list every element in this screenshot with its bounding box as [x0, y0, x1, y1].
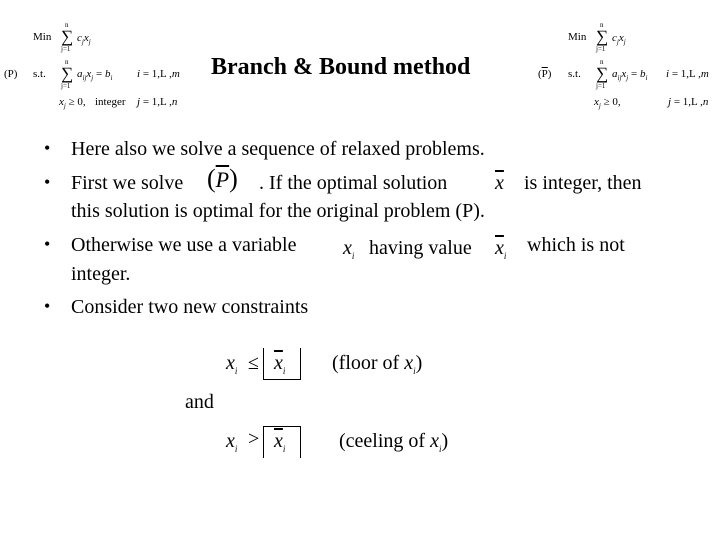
ceil-lhs: $x_i$: [226, 430, 238, 454]
floor-xbar-i: $\overline{x}_i$: [274, 352, 286, 376]
optimal-solution-xbar: $\overline{x}$: [495, 172, 504, 194]
problem-label: (P): [4, 68, 18, 80]
nonneg: $x_j \ge 0$,: [594, 96, 621, 111]
bullet-3-text-a: Otherwise we use a variable: [71, 234, 297, 256]
integer-label: integer: [95, 96, 126, 108]
bullet-2-text-b: . If the optimal solution: [259, 172, 448, 194]
problem-label-bar: $(\overline{P})$: [538, 68, 552, 80]
gt-symbol: >: [248, 428, 260, 450]
bullet-3-text-b: having value: [369, 237, 472, 259]
floor-note: (floor of $x_i$): [332, 352, 423, 376]
sigma-symbol: ∑: [596, 64, 609, 83]
bullet-1-text: Here also we solve a sequence of relaxed problems.: [71, 138, 485, 160]
page-title: Branch & Bound method: [211, 54, 471, 80]
sigma-top: n: [65, 21, 69, 29]
value-xbar-i: $\overline{x}_i$: [495, 237, 507, 261]
bullet-2-line-2: this solution is optimal for the original problem (P).: [71, 200, 485, 222]
sigma-bottom: j=1: [596, 82, 606, 90]
ceil-xbar-i: $\overline{x}_i$: [274, 430, 286, 454]
sigma-top: n: [65, 58, 69, 66]
sigma-symbol: ∑: [61, 64, 74, 83]
floor-lhs: $x_i$: [226, 352, 238, 376]
integer-index: j = 1,L ,n: [137, 96, 178, 108]
bullet-2-text-c: is integer, then: [524, 172, 642, 194]
sigma-symbol: ∑: [61, 27, 74, 46]
constraint-index: i = 1,L ,m: [137, 68, 180, 80]
sigma-top: n: [600, 58, 604, 66]
sigma-bottom: j=1: [61, 45, 71, 53]
bullet-3-text-c: which is not: [527, 234, 625, 256]
st-label: s.t.: [568, 68, 581, 80]
bullet-marker: •: [44, 296, 51, 316]
min-label: Min: [568, 31, 587, 43]
integer-index: j = 1,L ,n: [668, 96, 709, 108]
bullet-4-text: Consider two new constraints: [71, 296, 309, 318]
nonneg: $x_j \ge 0$,: [59, 96, 86, 111]
sigma-top: n: [600, 21, 604, 29]
constraint: $a_{ij}x_j = b_i$: [612, 68, 648, 83]
sigma-bottom: j=1: [61, 82, 71, 90]
objective: $c_jx_j$: [77, 32, 91, 47]
bullet-marker: •: [44, 138, 51, 158]
sigma-symbol: ∑: [596, 27, 609, 46]
leq-symbol: ≤: [248, 352, 259, 374]
bullet-marker: •: [44, 172, 51, 192]
min-label: Min: [33, 31, 52, 43]
relaxed-problem-symbol: $(\overline{P})$: [207, 164, 238, 193]
ceil-note: (ceeling of $x_i$): [339, 430, 449, 454]
bullet-marker: •: [44, 234, 51, 254]
objective: $c_jx_j$: [612, 32, 626, 47]
bullet-2-text-a: First we solve: [71, 172, 184, 194]
variable-xi: $x_i$: [343, 237, 355, 261]
and-label: and: [185, 391, 214, 413]
constraint: $a_{ij}x_j = b_i$: [77, 68, 113, 83]
sigma-bottom: j=1: [596, 45, 606, 53]
constraint-index: i = 1,L ,m: [666, 68, 709, 80]
st-label: s.t.: [33, 68, 46, 80]
bullet-3-line-2: integer.: [71, 263, 131, 285]
